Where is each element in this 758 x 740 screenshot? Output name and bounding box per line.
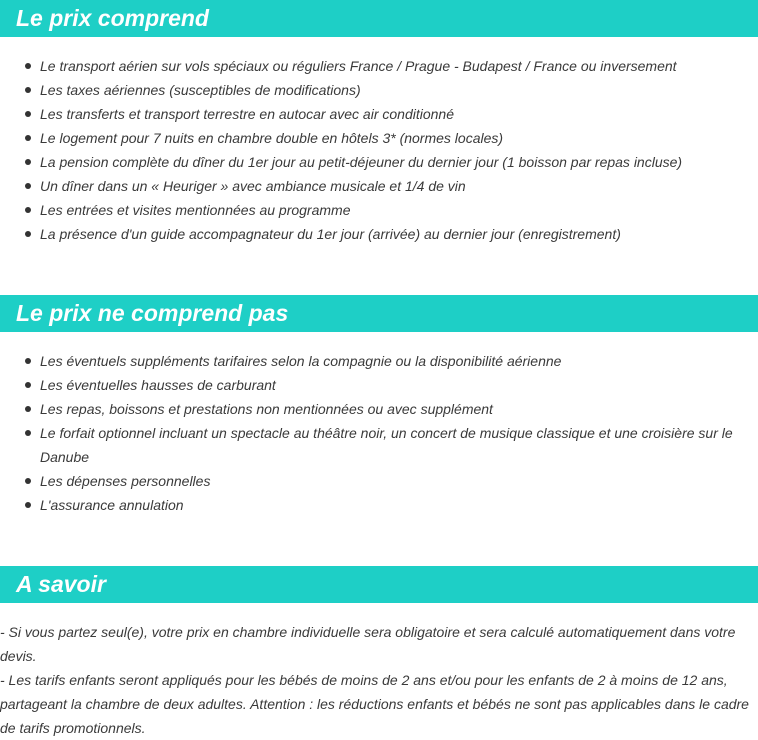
bullet-icon xyxy=(25,63,31,69)
list-item: Les éventuels suppléments tarifaires selon la compagnie ou la disponibilité aérienne xyxy=(0,349,758,373)
included-list xyxy=(0,54,758,246)
bullet-icon xyxy=(25,159,31,165)
list-item: Les dépenses personnelles xyxy=(0,469,758,493)
list-item: La pension complète du dîner du 1er jour au petit-déjeuner du dernier jour (1 boisson par repas incluse) xyxy=(0,150,758,174)
bullet-icon xyxy=(25,183,31,189)
section-title: Le prix comprend xyxy=(16,5,209,31)
list-item: Les taxes aériennes (susceptibles de modifications) xyxy=(0,78,758,102)
info-notes xyxy=(0,620,752,740)
section-header-a-savoir xyxy=(0,566,758,603)
list-item: Un dîner dans un « Heuriger » avec ambiance musicale et 1/4 de vin xyxy=(0,174,758,198)
bullet-icon xyxy=(25,358,31,364)
list-item: Les repas, boissons et prestations non mentionnées ou avec supplément xyxy=(0,397,758,421)
bullet-icon xyxy=(25,231,31,237)
bullet-icon xyxy=(25,111,31,117)
bullet-icon xyxy=(25,406,31,412)
bullet-icon xyxy=(25,478,31,484)
list-item: La présence d'un guide accompagnateur du 1er jour (arrivée) au dernier jour (enregistrement) xyxy=(0,222,758,246)
bullet-icon xyxy=(25,87,31,93)
bullet-icon xyxy=(25,430,31,436)
info-paragraph: - Les tarifs enfants seront appliqués pour les bébés de moins de 2 ans et/ou pour les enfants de 2 à moins de 12 ans, partageant la chambre de deux adultes. Attention : les réductions enfants et bébés ne sont pas applicables dans le cadre de tarifs promotionnels. xyxy=(0,672,749,736)
section-title: A savoir xyxy=(16,571,106,597)
bullet-icon xyxy=(25,207,31,213)
bullet-icon xyxy=(25,382,31,388)
section-header-prix-comprend xyxy=(0,0,758,37)
list-item: Le logement pour 7 nuits en chambre double en hôtels 3* (normes locales) xyxy=(0,126,758,150)
list-item: Les éventuelles hausses de carburant xyxy=(0,373,758,397)
list-item: L'assurance annulation xyxy=(0,493,758,517)
excluded-list xyxy=(0,349,758,517)
bullet-icon xyxy=(25,135,31,141)
info-paragraph: - Si vous partez seul(e), votre prix en chambre individuelle sera obligatoire et sera calculé automatiquement dans votre devis. xyxy=(0,624,736,664)
section-header-prix-ne-comprend-pas xyxy=(0,295,758,332)
list-item: Le transport aérien sur vols spéciaux ou réguliers France / Prague - Budapest / France ou inversement xyxy=(0,54,758,78)
list-item: Les entrées et visites mentionnées au programme xyxy=(0,198,758,222)
section-title: Le prix ne comprend pas xyxy=(16,300,289,326)
list-item: Le forfait optionnel incluant un spectacle au théâtre noir, un concert de musique classique et une croisière sur le Danube xyxy=(0,421,758,469)
list-item: Les transferts et transport terrestre en autocar avec air conditionné xyxy=(0,102,758,126)
bullet-icon xyxy=(25,502,31,508)
